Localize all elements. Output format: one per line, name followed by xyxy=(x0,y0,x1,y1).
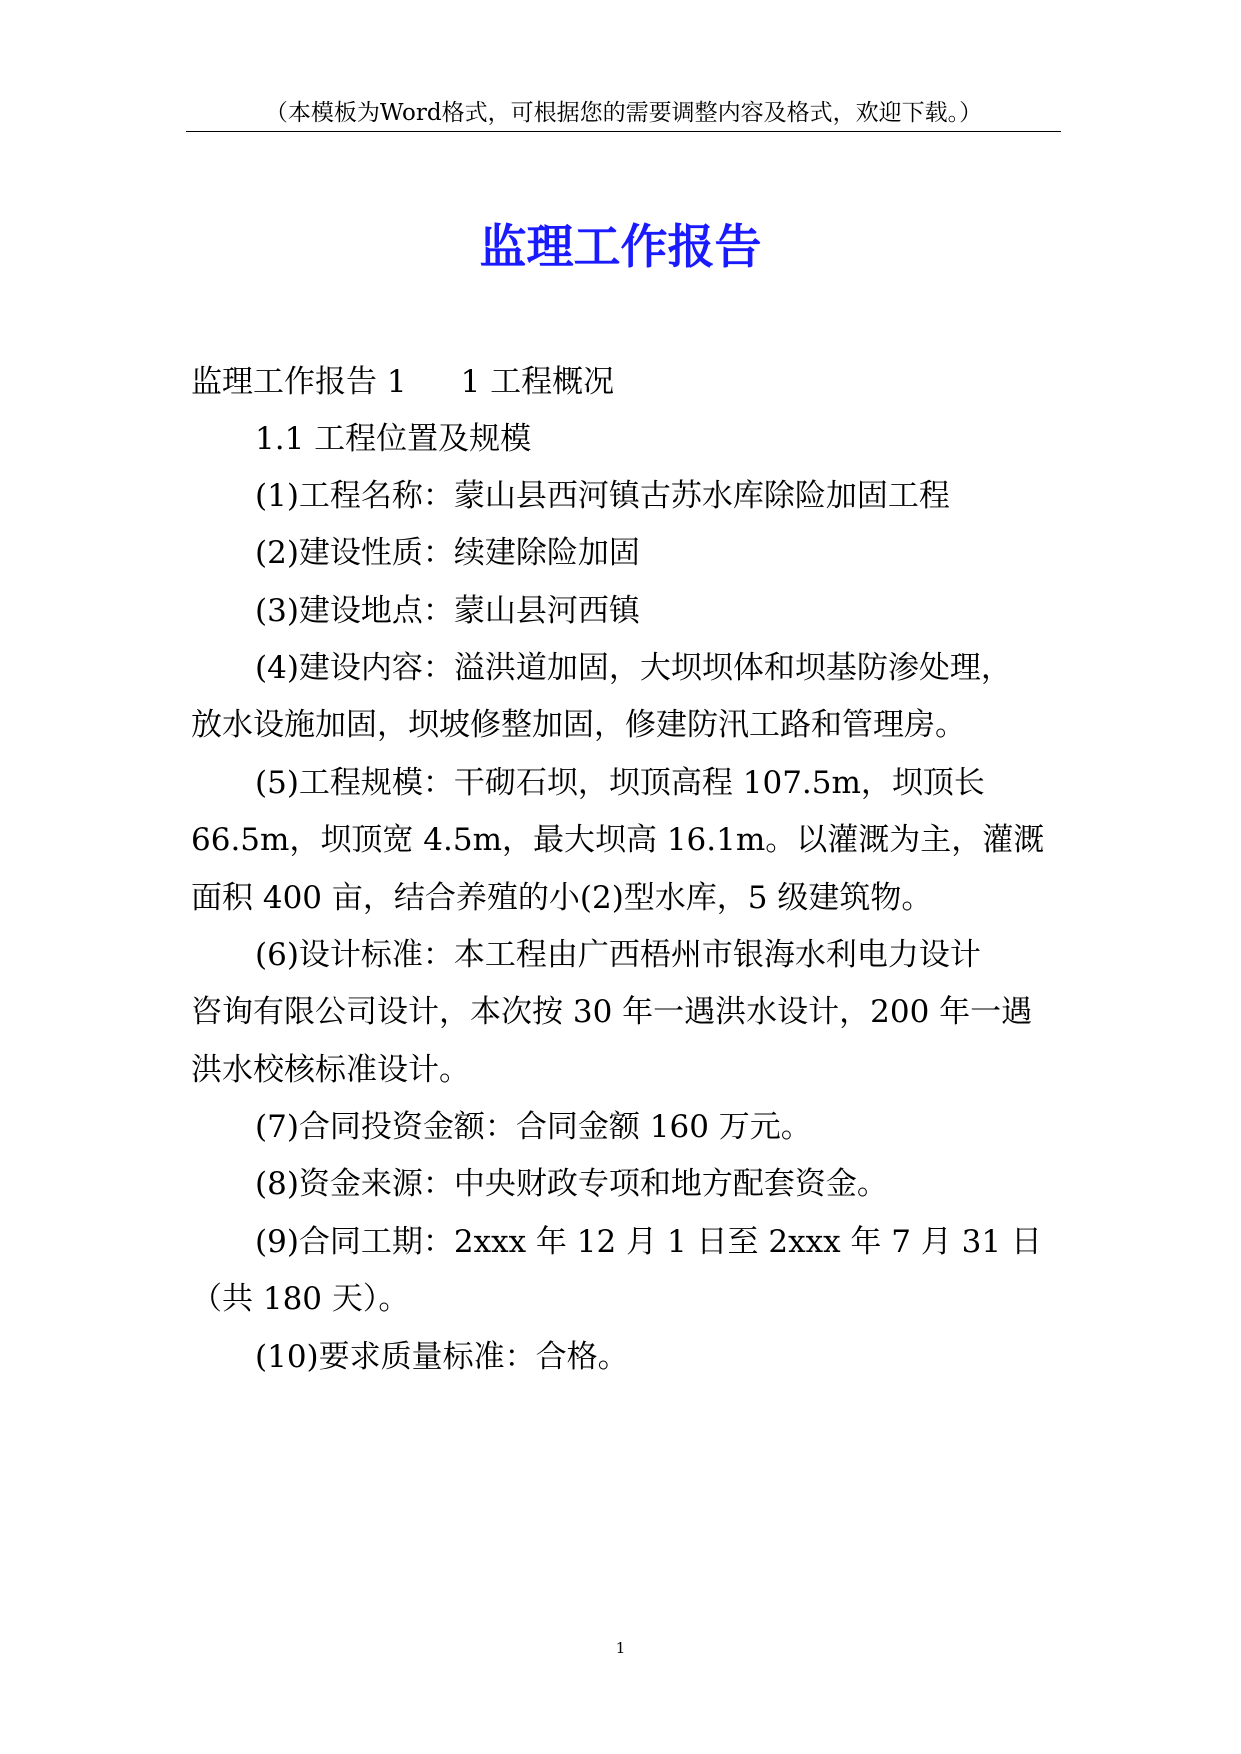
paragraph-line: 洪水校核标准设计。 xyxy=(191,1052,470,1088)
header-note: （本模板为Word格式，可根据您的需要调整内容及格式，欢迎下载。） xyxy=(264,100,983,126)
subsection-heading: 1.1 工程位置及规模 xyxy=(255,421,532,457)
paragraph-line: 咨询有限公司设计，本次按 30 年一遇洪水设计，200 年一遇 xyxy=(191,994,1033,1030)
paragraph-line: (5)工程规模：干砌石坝，坝顶高程 107.5m，坝顶长 xyxy=(255,765,985,801)
page-number: 1 xyxy=(615,1639,626,1657)
chapter-heading: 1 工程概况 xyxy=(460,364,615,400)
paragraph-line: 面积 400 亩，结合养殖的小(2)型水库，5 级建筑物。 xyxy=(191,880,933,916)
paragraph-line: (3)建设地点：蒙山县河西镇 xyxy=(255,593,640,629)
paragraph-line: 放水设施加固，坝坡修整加固，修建防汛工路和管理房。 xyxy=(191,707,966,743)
paragraph-line: (8)资金来源：中央财政专项和地方配套资金。 xyxy=(255,1166,888,1202)
paragraph-line: （共 180 天）。 xyxy=(191,1281,410,1317)
paragraph-line: (2)建设性质：续建除险加固 xyxy=(255,535,640,571)
section-heading-line xyxy=(191,360,614,404)
paragraph-line: (6)设计标准：本工程由广西梧州市银海水利电力设计 xyxy=(255,937,981,973)
paragraph-line: 66.5m，坝顶宽 4.5m，最大坝高 16.1m。以灌溉为主，灌溉 xyxy=(191,822,1045,858)
section-heading: 监理工作报告 1 xyxy=(191,364,407,400)
paragraph-line: (9)合同工期：2xxx 年 12 月 1 日至 2xxx 年 7 月 31 日 xyxy=(255,1224,1042,1260)
paragraph-line: (4)建设内容：溢洪道加固，大坝坝体和坝基防渗处理， xyxy=(255,650,1012,686)
paragraph-line: (7)合同投资金额：合同金额 160 万元。 xyxy=(255,1109,812,1145)
header-divider xyxy=(186,131,1061,132)
document-title: 监理工作报告 xyxy=(479,220,762,275)
paragraph-line: (10)要求质量标准：合格。 xyxy=(255,1339,629,1375)
paragraph-line: (1)工程名称：蒙山县西河镇古苏水库除险加固工程 xyxy=(255,478,950,514)
